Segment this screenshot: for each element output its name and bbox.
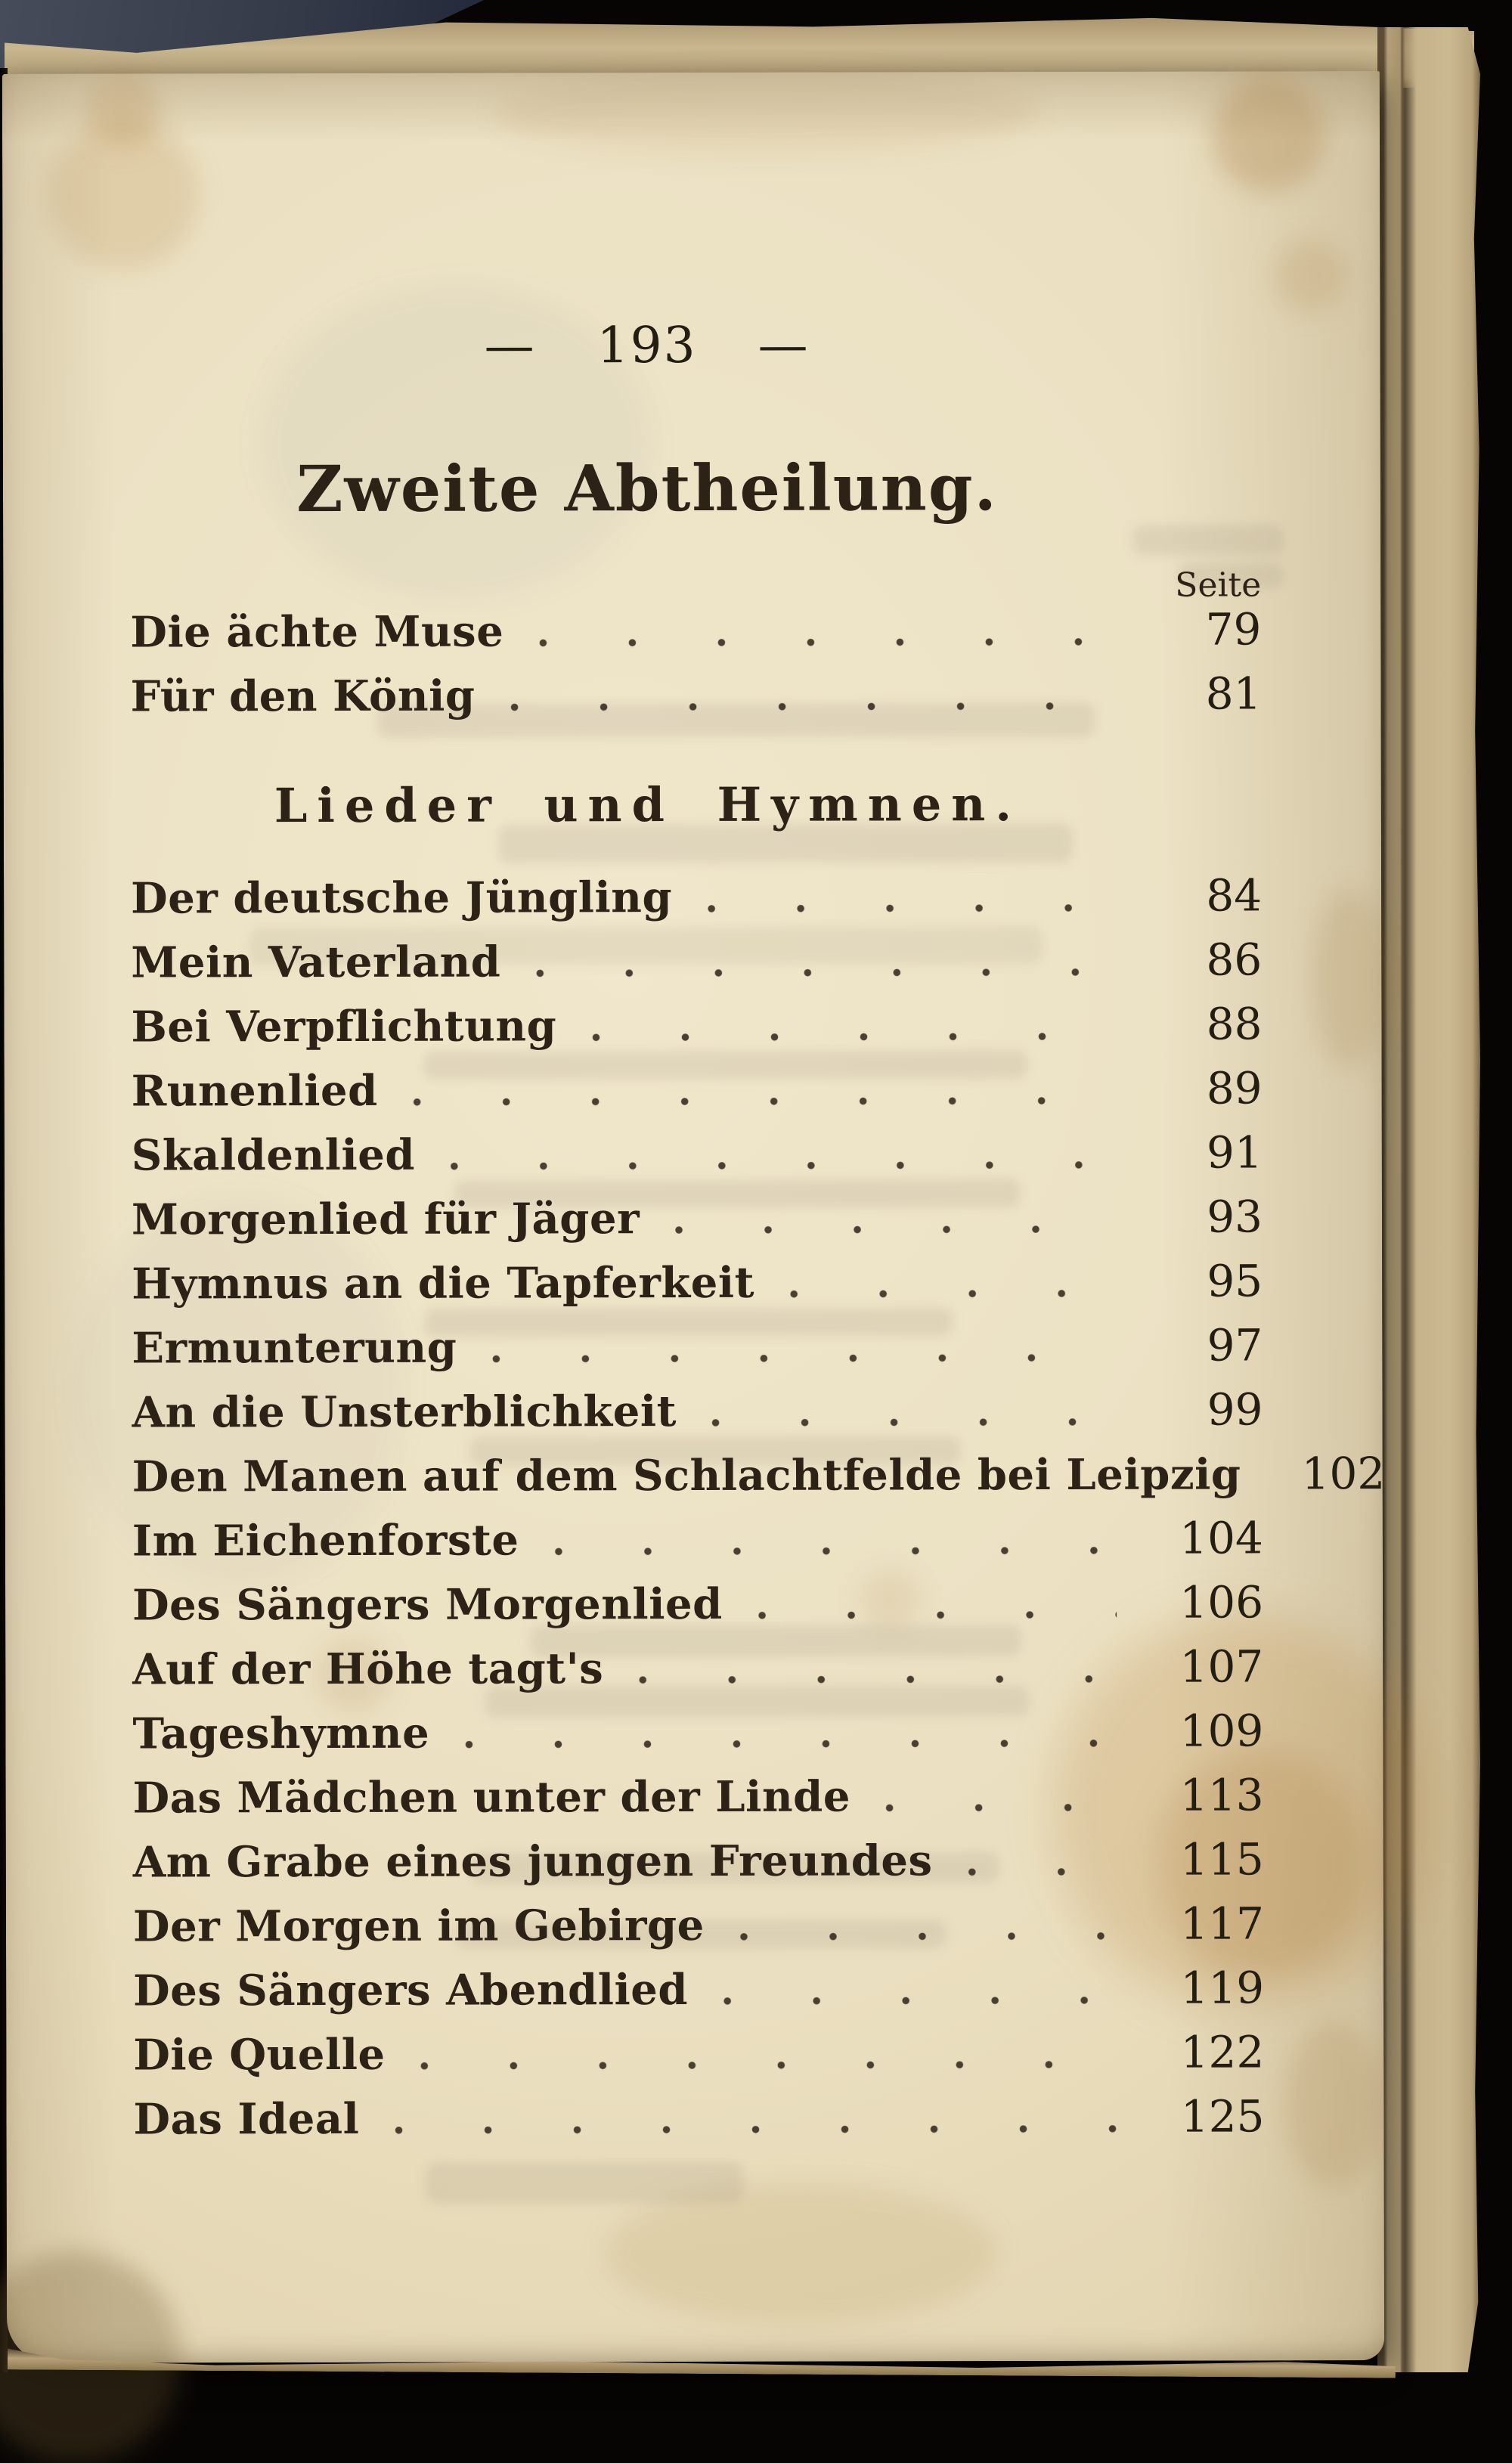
toc-row: [132, 1062, 1263, 1129]
dot-leader: [638, 1675, 1117, 1684]
toc-entry-title: Runenlied: [132, 1066, 378, 1117]
toc-row: [132, 1512, 1263, 1578]
toc-entry-page-number: 86: [1141, 934, 1262, 985]
toc-entry-page-number: 106: [1142, 1576, 1263, 1628]
dot-leader: [758, 1611, 1117, 1620]
toc-row: [132, 1448, 1263, 1514]
dot-leader: [723, 1997, 1117, 2006]
dot-leader: [538, 638, 1114, 648]
dot-leader: [739, 1932, 1117, 1941]
toc-entry-title: Am Grabe eines jungen Freundes: [133, 1836, 933, 1887]
stain: [1312, 888, 1388, 1069]
toc-entry-page-number: 115: [1143, 1833, 1264, 1885]
toc-main-list: [131, 869, 1265, 2157]
dot-leader: [885, 1804, 1117, 1813]
toc-row: [133, 2026, 1264, 2093]
toc-row: [132, 1640, 1263, 1707]
toc-row: [130, 668, 1261, 734]
stain: [1272, 237, 1348, 313]
toc-entry-page-number: 122: [1143, 2026, 1264, 2077]
toc-entry-title: Das Mädchen unter der Linde: [133, 1772, 850, 1823]
toc-entry-title: Bei Verpflichtung: [131, 1001, 556, 1052]
toc-entry-title: Der Morgen im Gebirge: [133, 1901, 705, 1952]
toc-entry-title: Die Quelle: [133, 2030, 385, 2080]
toc-row: [130, 603, 1261, 670]
toc-entry-title: Der deutsche Jüngling: [131, 872, 672, 923]
toc-entry-page-number: 93: [1142, 1191, 1263, 1242]
toc-entry-page-number: 113: [1143, 1769, 1264, 1820]
section-title: Zweite Abtheilung.: [130, 449, 1261, 526]
toc-entry-page-number: 117: [1143, 1898, 1264, 1949]
toc-entry-page-number: 102: [1301, 1448, 1385, 1499]
dot-leader: [711, 1418, 1117, 1427]
subsection-title: Lieder und Hymnen.: [131, 776, 1262, 833]
toc-entry-page-number: 81: [1140, 668, 1261, 719]
toc-front-list: [130, 603, 1261, 734]
toc-entry-page-number: 104: [1142, 1512, 1263, 1563]
toc-row: [131, 934, 1262, 1000]
toc-row: [133, 1962, 1264, 2028]
toc-entry-title: Für den König: [130, 671, 475, 722]
dot-leader: [553, 1547, 1116, 1557]
dot-leader: [707, 904, 1115, 913]
toc-row: [132, 1191, 1263, 1257]
page-column-label: Seite: [1175, 565, 1261, 604]
toc-entry-page-number: 84: [1141, 869, 1262, 921]
page-number-header: — 193 —: [130, 314, 1261, 375]
toc-row: [132, 1576, 1263, 1643]
dot-leader: [789, 1290, 1116, 1299]
dot-leader: [413, 1097, 1116, 1107]
dot-leader: [510, 702, 1114, 712]
dot-leader: [535, 968, 1115, 978]
toc-entry-page-number: 119: [1143, 1962, 1264, 2013]
toc-entry-page-number: 88: [1141, 998, 1262, 1049]
toc-entry-title: Skaldenlied: [132, 1130, 415, 1181]
toc-entry-page-number: 99: [1142, 1383, 1263, 1435]
dot-leader: [464, 1740, 1117, 1749]
toc-entry-title: Morgenlied für Jäger: [132, 1194, 640, 1244]
toc-entry-title: Des Sängers Abendlied: [133, 1965, 688, 2016]
text-column: [129, 71, 1265, 2362]
toc-row: [131, 998, 1262, 1064]
toc-row: [132, 1126, 1263, 1193]
toc-entry-title: An die Unsterblichkeit: [132, 1386, 677, 1438]
dot-leader: [394, 2125, 1117, 2135]
toc-entry-title: Den Manen auf dem Schlachtfelde bei Leipzig: [132, 1449, 1241, 1501]
toc-entry-title: Ermunterung: [132, 1323, 457, 1374]
toc-row: [133, 2090, 1264, 2157]
toc-row: [132, 1705, 1263, 1771]
toc-entry-title: Die ächte Muse: [130, 607, 503, 658]
toc-entry-page-number: 125: [1143, 2090, 1264, 2142]
toc-entry-title: Hymnus an die Tapferkeit: [132, 1258, 754, 1309]
toc-entry-title: Auf der Höhe tagt's: [132, 1644, 603, 1694]
toc-entry-page-number: 97: [1142, 1319, 1263, 1371]
toc-entry-page-number: 91: [1142, 1126, 1263, 1178]
stain: [1284, 2022, 1382, 2188]
toc-entry-page-number: 79: [1140, 603, 1261, 655]
toc-entry-page-number: 107: [1142, 1640, 1263, 1692]
toc-entry-title: Mein Vaterland: [131, 937, 500, 988]
dot-leader: [491, 1354, 1116, 1364]
toc-row: [133, 1769, 1264, 1836]
dot-leader: [450, 1161, 1116, 1171]
dot-leader: [420, 2061, 1118, 2071]
toc-entry-title: Des Sängers Morgenlied: [132, 1579, 723, 1631]
dot-leader: [968, 1868, 1117, 1876]
page-block-fore-edge: [1377, 27, 1480, 2372]
toc-row: [131, 869, 1262, 936]
toc-entry-page-number: 95: [1142, 1255, 1263, 1306]
dot-leader: [674, 1225, 1116, 1235]
toc-row: [132, 1255, 1263, 1321]
toc-entry-title: Das Ideal: [133, 2094, 359, 2145]
toc-entry-title: Tageshymne: [132, 1709, 429, 1759]
toc-row: [133, 1898, 1264, 1964]
toc-entry-page-number: 89: [1142, 1062, 1263, 1114]
toc-entry-title: Im Eichenforste: [132, 1515, 519, 1566]
book-page: [2, 71, 1384, 2363]
dot-leader: [591, 1033, 1115, 1042]
toc-entry-page-number: 109: [1142, 1705, 1263, 1756]
toc-row: [132, 1319, 1263, 1386]
toc-row: [133, 1833, 1264, 1900]
toc-row: [132, 1383, 1263, 1450]
